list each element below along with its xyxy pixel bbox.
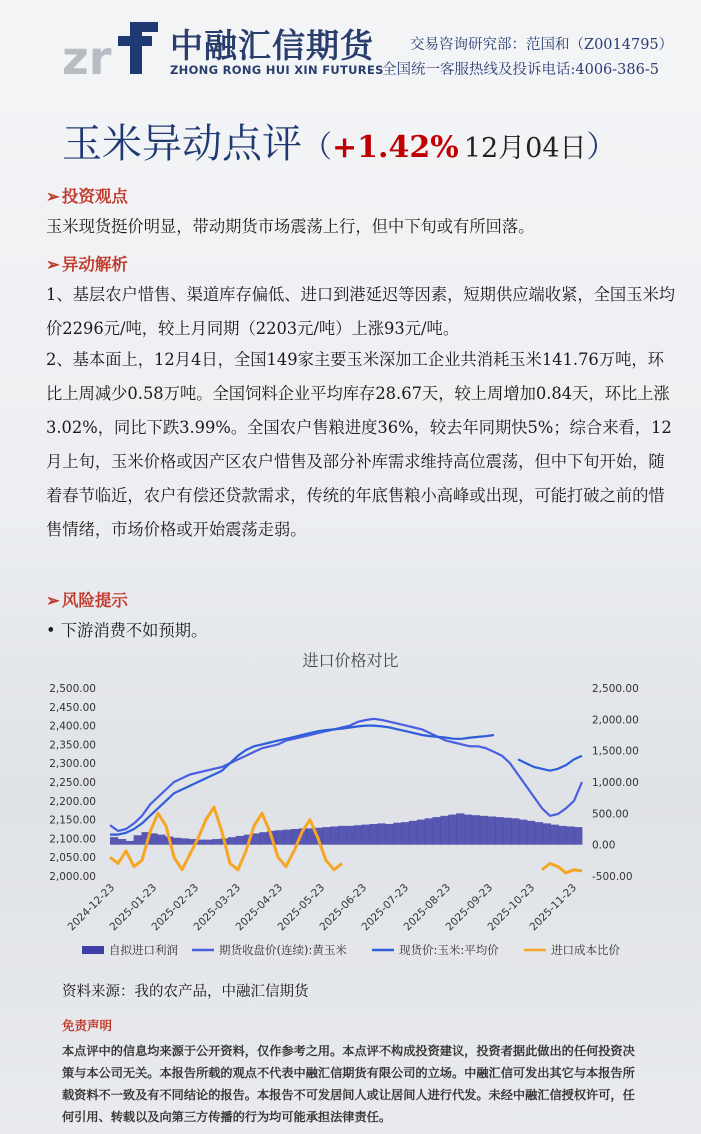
profit-bar [448,815,456,845]
analysis-paragraph-1: 1、基层农户惜售、渠道库存偏低、进口到港延迟等因素，短期供应端收紧，全国玉米均价2296元/吨，较上月同期（2203元/吨）上涨93元/吨。 [46,285,676,338]
profit-bar [110,837,118,845]
import-price-chart [0,670,701,970]
profit-bar [456,813,464,844]
profit-bar [558,826,566,845]
analyst-info: 交易咨询研究部：范国和（Z0014795） [410,37,674,53]
y-left-tick-label: 2,150.00 [49,814,96,827]
profit-bar [126,841,134,845]
company-logo [60,18,160,78]
data-source: 资料来源：我的农产品，中融汇信期货 [62,984,309,1000]
y-left-tick-label: 2,250.00 [49,777,96,789]
profit-bar [401,822,409,845]
disclaimer-text: 本点评中的信息均来源于公开资料，仅作参考之用。本点评不构成投资建议，投资者据此做出的任何投资决策与本公司无关。本报告所载的观点不代表中融汇信期货有限公司的立场。中融汇信可发出其它与本报告所载资料不一致及有不同结论的报告。本报告不可发居间人或让居间人进行代发。未经中融汇信授权许可，任何引用、转载以及向第三方传播的行为均可能承担法律责任。 [62,1044,635,1124]
profit-bar [464,815,472,845]
x-tick-label: 2025-10-23 [485,881,538,934]
x-tick-label: 2025-07-23 [359,881,412,934]
y-left-tick-label: 2,100.00 [49,833,96,846]
profit-bar [511,818,519,844]
profit-bar [346,826,354,845]
profit-bar [236,836,244,845]
legend-label: 自拟进口利润 [109,943,178,957]
arrow-icon: ➢ [46,591,60,610]
profit-bar [134,835,142,844]
profit-bar [275,830,283,844]
profit-bar [425,818,433,844]
profit-bar [181,838,189,844]
y-right-tick-label: 1,000.00 [592,777,639,789]
y-right-tick-label: 500.00 [592,808,629,821]
profit-bar [503,818,511,845]
profit-bar [574,827,582,845]
profit-bar [527,821,535,845]
y-left-tick-label: 2,400.00 [49,720,96,733]
risk-heading: ➢ 风险提示 [46,591,128,610]
legend-label: 现货价:玉米:平均价 [399,943,499,957]
x-tick-label: 2025-11-23 [527,881,580,934]
profit-bar [283,830,291,845]
legend-label: 进口成本比价 [551,943,620,957]
profit-bar [409,821,417,845]
y-right-tick-label: 2,000.00 [592,714,639,727]
x-tick-label: 2025-08-23 [401,881,454,934]
profit-bar [204,840,212,845]
arrow-icon: ➢ [46,187,60,206]
profit-bar [433,817,441,845]
series-line-1 [110,719,582,831]
profit-bar [354,825,362,844]
x-tick-label: 2025-06-23 [317,881,370,934]
arrow-icon: ➢ [46,255,60,274]
risk-text: • 下游消费不如预期。 [46,621,208,640]
x-tick-label: 2025-04-23 [233,881,286,934]
profit-bar [118,839,126,845]
profit-bar [440,816,448,845]
view-text: 玉米现货挺价明显，带动期货市场震荡上行，但中下旬或有所回落。 [46,217,535,236]
title-main: 玉米异动点评 [62,121,302,167]
x-tick-label: 2025-05-23 [275,881,328,934]
profit-bar [212,839,220,845]
profit-bar [228,837,236,845]
y-right-tick-label: 2,500.00 [592,683,639,695]
x-tick-label: 2025-03-23 [191,881,244,934]
profit-bar [393,823,401,845]
profit-bar [362,825,370,845]
legend-swatch [82,946,104,954]
profit-bar [377,823,385,844]
chart-title: 进口价格对比 [302,651,399,670]
x-tick-label: 2025-09-23 [443,881,496,934]
profit-bar [551,825,559,845]
profit-bar [519,820,527,845]
title-open-paren: （ [302,130,332,165]
profit-bar [370,824,378,845]
profit-bar [566,826,574,844]
y-right-tick-label: 1,500.00 [592,745,639,758]
y-left-tick-label: 2,450.00 [49,701,96,714]
profit-bar [417,820,425,845]
profit-bar [472,815,480,844]
profit-bar [338,826,346,845]
profit-bar [259,832,267,845]
profit-bar [322,827,330,845]
logo-chinese-name: 中融汇信期货 [170,26,374,65]
profit-bar [495,817,503,845]
title-date: 12月04日 [463,133,587,164]
legend-label: 期货收盘价(连续):黄玉米 [219,943,347,957]
title-change: +1.42% [332,130,459,165]
profit-bar [173,838,181,845]
title-close-paren: ） [586,130,617,165]
profit-bar [252,833,260,844]
y-left-tick-label: 2,000.00 [49,871,96,883]
profit-bar [385,824,393,845]
y-right-tick-label: -500.00 [592,871,633,883]
profit-bar [535,822,543,845]
svg-text:zr: zr [62,31,112,78]
y-left-tick-label: 2,300.00 [49,758,96,771]
page-title [62,112,617,169]
profit-bar [157,835,165,845]
x-tick-label: 2025-01-23 [107,881,160,934]
profit-bar [488,816,496,844]
y-left-tick-label: 2,500.00 [49,683,96,695]
y-left-tick-label: 2,200.00 [49,795,96,808]
profit-bar [543,823,551,844]
x-tick-label: 2024-12-23 [65,881,118,934]
y-right-tick-label: 0.00 [592,839,616,852]
view-heading: ➢ 投资观点 [46,187,128,206]
profit-bar [480,816,488,845]
logo-english-name: ZHONG RONG HUI XIN FUTURES [170,63,384,77]
analysis-heading: ➢ 异动解析 [46,255,128,274]
profit-bar [330,826,338,844]
hotline-info: 全国统一客服热线及投诉电话:4006-386-5 [382,62,659,78]
y-left-tick-label: 2,050.00 [49,852,96,865]
y-left-tick-label: 2,350.00 [49,739,96,752]
disclaimer-title: 免责声明 [62,1018,113,1033]
x-tick-label: 2025-02-23 [149,881,202,934]
analysis-paragraph-2: 2、基本面上，12月4日，全国149家主要玉米深加工企业共消耗玉米141.76万吨，环比上周减少0.58万吨。全国饲料企业平均库存28.67天，较上周增加0.84天，环比上涨3.02%，同比下跌3.99%。全国农户售粮进度36%，较去年同期快5%；综合来看，12月上旬，玉米价格或因产区农户惜售及部分补库需求维持高位震荡，但中下旬开始，随着春节临近，农户有偿还贷款需求，传统的年底售粮小高峰或出现，可能打破之前的惜售情绪，市场价格或开始震荡走弱。 [46,350,672,539]
